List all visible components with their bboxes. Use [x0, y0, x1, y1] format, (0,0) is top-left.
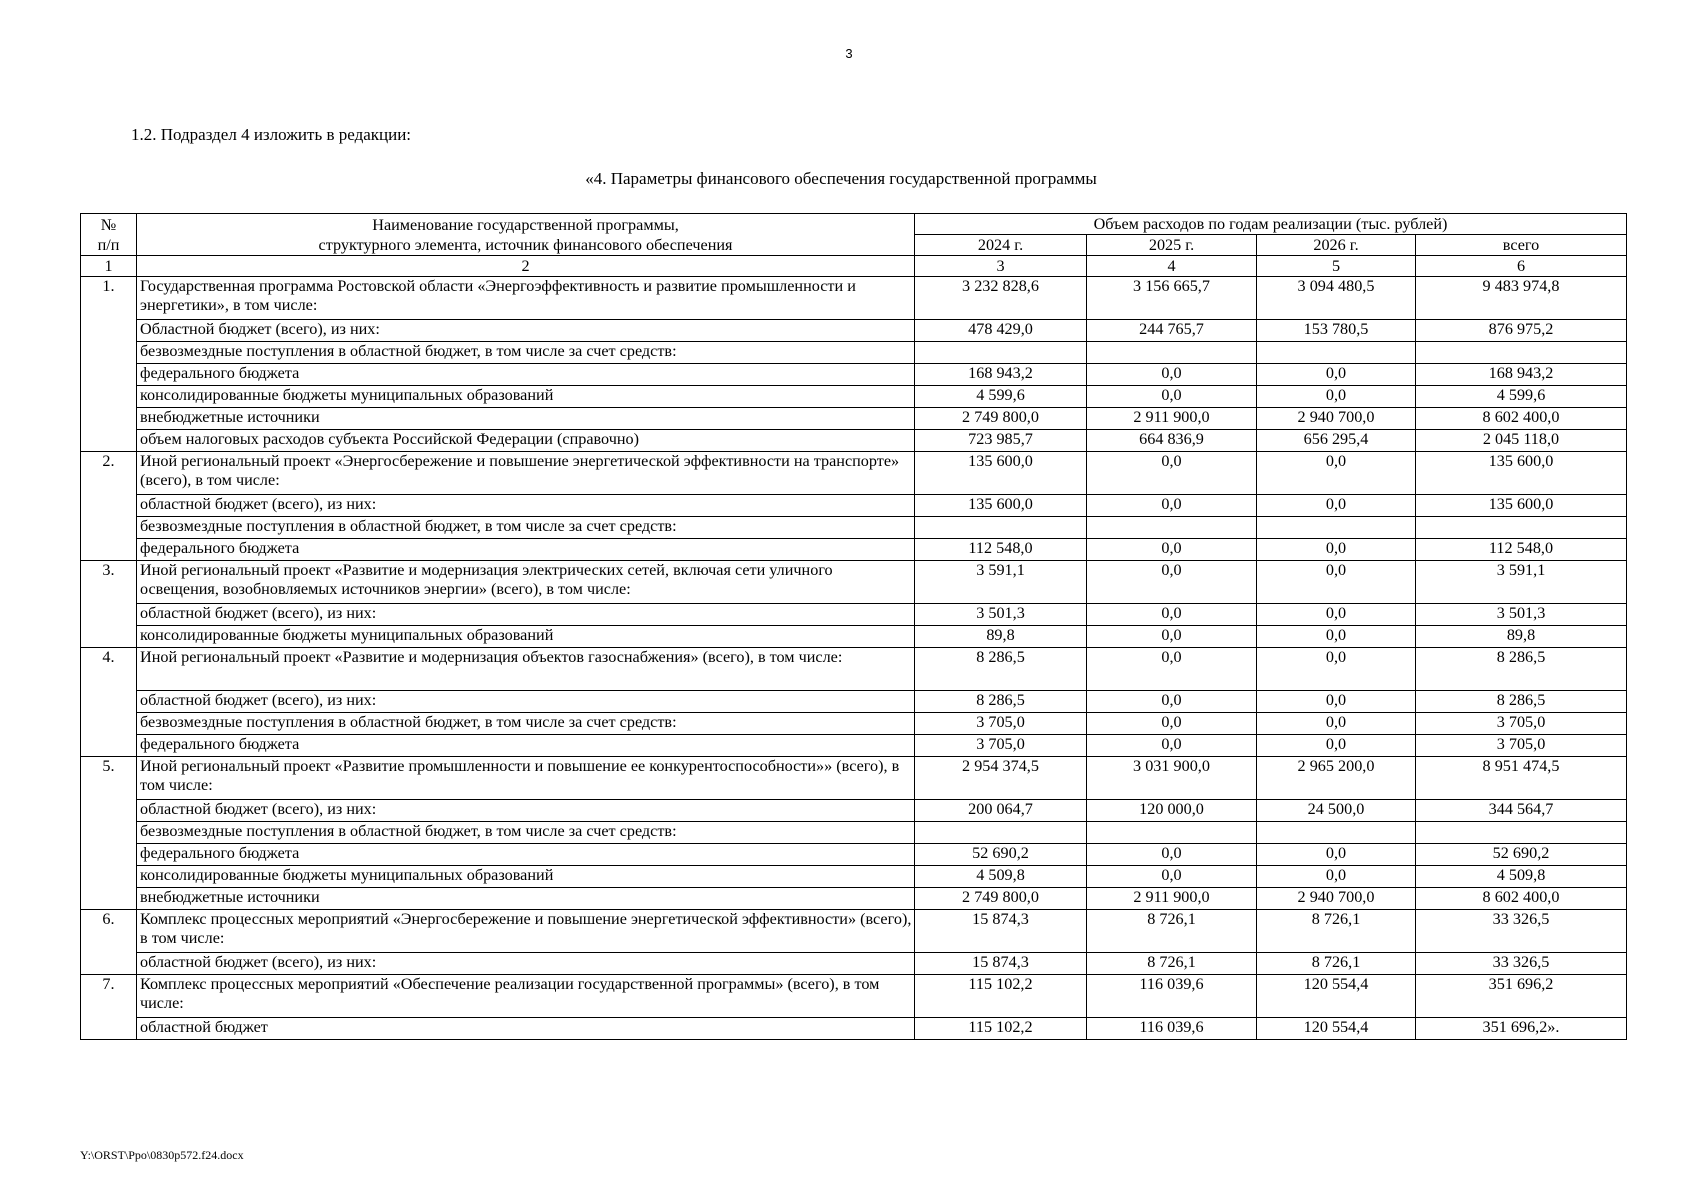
value-2024: 8 286,5	[915, 648, 1087, 691]
table-row-sub	[81, 1018, 1627, 1040]
row-name: федерального бюджета	[137, 364, 915, 386]
value-total: 52 690,2	[1416, 844, 1627, 866]
row-name: Государственная программа Ростовской области «Энергоэффективность и развитие промышленности и энергетики», в том числе:	[137, 277, 915, 320]
header-total: всего	[1416, 235, 1627, 256]
value-2026: 0,0	[1257, 735, 1416, 757]
row-number: 1.	[81, 277, 137, 452]
value-2026: 2 940 700,0	[1257, 888, 1416, 910]
value-2025: 0,0	[1087, 452, 1257, 495]
value-2025: 0,0	[1087, 844, 1257, 866]
value-2025: 3 156 665,7	[1087, 277, 1257, 320]
table-row-sub	[81, 888, 1627, 910]
row-name: областной бюджет (всего), из них:	[137, 604, 915, 626]
row-name: областной бюджет (всего), из них:	[137, 800, 915, 822]
value-2025: 0,0	[1087, 648, 1257, 691]
row-name: областной бюджет (всего), из них:	[137, 953, 915, 975]
value-total: 344 564,7	[1416, 800, 1627, 822]
value-2024	[915, 517, 1087, 539]
value-2024: 135 600,0	[915, 452, 1087, 495]
row-number: 2.	[81, 452, 137, 561]
header-year-2024: 2024 г.	[915, 235, 1087, 256]
value-2026	[1257, 822, 1416, 844]
header-year-2025: 2025 г.	[1087, 235, 1257, 256]
table-row-sub	[81, 320, 1627, 342]
table-row-main	[81, 975, 1627, 1018]
value-2024: 478 429,0	[915, 320, 1087, 342]
row-name: консолидированные бюджеты муниципальных образований	[137, 866, 915, 888]
value-2025: 2 911 900,0	[1087, 888, 1257, 910]
value-2024: 168 943,2	[915, 364, 1087, 386]
row-name: Областной бюджет (всего), из них:	[137, 320, 915, 342]
table-row-sub	[81, 517, 1627, 539]
value-total: 4 509,8	[1416, 866, 1627, 888]
value-2026: 0,0	[1257, 604, 1416, 626]
value-2026: 0,0	[1257, 539, 1416, 561]
value-total: 112 548,0	[1416, 539, 1627, 561]
value-2026: 153 780,5	[1257, 320, 1416, 342]
row-name: объем налоговых расходов субъекта Российской Федерации (справочно)	[137, 430, 915, 452]
value-2025: 0,0	[1087, 604, 1257, 626]
table-title	[0, 169, 1698, 189]
value-2025: 244 765,7	[1087, 320, 1257, 342]
value-2026: 120 554,4	[1257, 975, 1416, 1018]
value-total: 2 045 118,0	[1416, 430, 1627, 452]
table-row-sub	[81, 844, 1627, 866]
value-2024: 723 985,7	[915, 430, 1087, 452]
value-2026: 0,0	[1257, 561, 1416, 604]
header-year-2026: 2026 г.	[1257, 235, 1416, 256]
value-2025: 2 911 900,0	[1087, 408, 1257, 430]
table-row-main	[81, 910, 1627, 953]
value-2025: 3 031 900,0	[1087, 757, 1257, 800]
value-2025: 0,0	[1087, 866, 1257, 888]
value-total: 8 602 400,0	[1416, 408, 1627, 430]
header-name	[137, 214, 915, 256]
value-total: 135 600,0	[1416, 452, 1627, 495]
value-2025: 664 836,9	[1087, 430, 1257, 452]
column-number-1: 1	[81, 256, 137, 277]
table-row-main	[81, 452, 1627, 495]
value-2025: 0,0	[1087, 364, 1257, 386]
value-total: 8 951 474,5	[1416, 757, 1627, 800]
value-2026: 0,0	[1257, 364, 1416, 386]
value-2025: 8 726,1	[1087, 953, 1257, 975]
header-name-line2: структурного элемента, источник финансового обеспечения	[318, 235, 733, 254]
row-name: Иной региональный проект «Развитие и модернизация объектов газоснабжения» (всего), в том числе:	[137, 648, 915, 691]
header-expenses: Объем расходов по годам реализации (тыс. рублей)	[915, 214, 1627, 235]
value-2024: 3 705,0	[915, 735, 1087, 757]
row-name: безвозмездные поступления в областной бюджет, в том числе за счет средств:	[137, 822, 915, 844]
value-total: 8 286,5	[1416, 648, 1627, 691]
value-total: 8 286,5	[1416, 691, 1627, 713]
value-2024: 112 548,0	[915, 539, 1087, 561]
value-2025: 116 039,6	[1087, 975, 1257, 1018]
value-2024: 2 749 800,0	[915, 408, 1087, 430]
row-name: внебюджетные источники	[137, 408, 915, 430]
value-total: 4 599,6	[1416, 386, 1627, 408]
row-name: консолидированные бюджеты муниципальных образований	[137, 626, 915, 648]
table-row-main	[81, 561, 1627, 604]
header-number-line2: п/п	[97, 235, 120, 254]
value-2026: 8 726,1	[1257, 910, 1416, 953]
row-name: областной бюджет (всего), из них:	[137, 495, 915, 517]
row-name: федерального бюджета	[137, 539, 915, 561]
column-number-3: 3	[915, 256, 1087, 277]
column-number-6: 6	[1416, 256, 1627, 277]
table-row-sub	[81, 822, 1627, 844]
row-name: Комплекс процессных мероприятий «Энергосбережение и повышение энергетической эффективности» (всего), в том числе:	[137, 910, 915, 953]
value-2026: 656 295,4	[1257, 430, 1416, 452]
value-total: 3 591,1	[1416, 561, 1627, 604]
value-2024: 52 690,2	[915, 844, 1087, 866]
row-name: областной бюджет	[137, 1018, 915, 1040]
row-number: 7.	[81, 975, 137, 1040]
row-number: 3.	[81, 561, 137, 648]
column-number-2: 2	[137, 256, 915, 277]
instruction-text: 1.2. Подраздел 4 изложить в редакции:	[131, 125, 412, 144]
table-row-main	[81, 757, 1627, 800]
value-2026: 0,0	[1257, 844, 1416, 866]
row-name: Иной региональный проект «Энергосбережение и повышение энергетической эффективности на транспорте» (всего), в том числе:	[137, 452, 915, 495]
row-name: внебюджетные источники	[137, 888, 915, 910]
value-2024: 3 705,0	[915, 713, 1087, 735]
table-row-sub	[81, 735, 1627, 757]
value-2024: 2 954 374,5	[915, 757, 1087, 800]
value-total: 351 696,2».	[1416, 1018, 1627, 1040]
value-2024: 4 509,8	[915, 866, 1087, 888]
row-number: 4.	[81, 648, 137, 757]
value-2026: 0,0	[1257, 452, 1416, 495]
table-title-text: «4. Параметры финансового обеспечения государственной программы	[585, 169, 1097, 188]
table-row-sub	[81, 408, 1627, 430]
value-2026: 120 554,4	[1257, 1018, 1416, 1040]
value-2025: 0,0	[1087, 691, 1257, 713]
value-2026: 0,0	[1257, 866, 1416, 888]
value-total: 3 705,0	[1416, 735, 1627, 757]
value-2025: 8 726,1	[1087, 910, 1257, 953]
value-2024	[915, 342, 1087, 364]
row-name: федерального бюджета	[137, 735, 915, 757]
value-2026	[1257, 517, 1416, 539]
value-2026: 0,0	[1257, 691, 1416, 713]
table-row-sub	[81, 953, 1627, 975]
row-name: Иной региональный проект «Развитие и модернизация электрических сетей, включая сети уличного освещения, возобновляемых источников энергии» (всего), в том числе:	[137, 561, 915, 604]
value-2024: 3 232 828,6	[915, 277, 1087, 320]
value-2025: 116 039,6	[1087, 1018, 1257, 1040]
finance-table	[80, 213, 1627, 1040]
value-2026: 2 940 700,0	[1257, 408, 1416, 430]
row-name: Иной региональный проект «Развитие промышленности и повышение ее конкурентоспособности»» (всего), в том числе:	[137, 757, 915, 800]
row-name: Комплекс процессных мероприятий «Обеспечение реализации государственной программы» (всего), в том числе:	[137, 975, 915, 1018]
value-2024: 135 600,0	[915, 495, 1087, 517]
value-total	[1416, 517, 1627, 539]
table-row-sub	[81, 604, 1627, 626]
value-2025	[1087, 822, 1257, 844]
value-2025: 0,0	[1087, 561, 1257, 604]
row-number: 6.	[81, 910, 137, 975]
value-2024: 89,8	[915, 626, 1087, 648]
value-2025: 0,0	[1087, 539, 1257, 561]
table-row-sub	[81, 364, 1627, 386]
table-row-sub	[81, 691, 1627, 713]
value-2026: 0,0	[1257, 713, 1416, 735]
value-total: 33 326,5	[1416, 953, 1627, 975]
value-2025: 0,0	[1087, 386, 1257, 408]
table-row-sub	[81, 495, 1627, 517]
value-total: 89,8	[1416, 626, 1627, 648]
row-name: консолидированные бюджеты муниципальных образований	[137, 386, 915, 408]
row-name: безвозмездные поступления в областной бюджет, в том числе за счет средств:	[137, 713, 915, 735]
value-2026: 0,0	[1257, 626, 1416, 648]
table-row-sub	[81, 539, 1627, 561]
table-row-sub	[81, 626, 1627, 648]
value-2025: 120 000,0	[1087, 800, 1257, 822]
table-row-sub	[81, 713, 1627, 735]
value-2024: 15 874,3	[915, 953, 1087, 975]
header-number-line1: №	[100, 215, 117, 234]
value-2025	[1087, 342, 1257, 364]
value-2024: 8 286,5	[915, 691, 1087, 713]
value-total	[1416, 342, 1627, 364]
value-2026: 2 965 200,0	[1257, 757, 1416, 800]
value-2024: 4 599,6	[915, 386, 1087, 408]
value-total: 351 696,2	[1416, 975, 1627, 1018]
value-2024: 200 064,7	[915, 800, 1087, 822]
value-total: 9 483 974,8	[1416, 277, 1627, 320]
value-2026: 0,0	[1257, 495, 1416, 517]
table-row-sub	[81, 430, 1627, 452]
value-total: 3 501,3	[1416, 604, 1627, 626]
row-name: безвозмездные поступления в областной бюджет, в том числе за счет средств:	[137, 517, 915, 539]
value-total: 168 943,2	[1416, 364, 1627, 386]
value-2026: 8 726,1	[1257, 953, 1416, 975]
value-2025: 0,0	[1087, 495, 1257, 517]
value-2025	[1087, 517, 1257, 539]
value-2024: 115 102,2	[915, 975, 1087, 1018]
header-number	[81, 214, 137, 256]
value-total	[1416, 822, 1627, 844]
value-2024	[915, 822, 1087, 844]
value-total: 135 600,0	[1416, 495, 1627, 517]
table-row-main	[81, 648, 1627, 691]
value-2024: 115 102,2	[915, 1018, 1087, 1040]
value-2026	[1257, 342, 1416, 364]
table-body	[81, 277, 1627, 1040]
value-2024: 3 591,1	[915, 561, 1087, 604]
value-2025: 0,0	[1087, 735, 1257, 757]
row-number: 5.	[81, 757, 137, 910]
page-number: 3	[845, 46, 853, 61]
row-name: федерального бюджета	[137, 844, 915, 866]
value-2024: 2 749 800,0	[915, 888, 1087, 910]
value-2025: 0,0	[1087, 713, 1257, 735]
value-total: 3 705,0	[1416, 713, 1627, 735]
column-number-4: 4	[1087, 256, 1257, 277]
column-number-5: 5	[1257, 256, 1416, 277]
value-2024: 3 501,3	[915, 604, 1087, 626]
value-2025: 0,0	[1087, 626, 1257, 648]
value-total: 8 602 400,0	[1416, 888, 1627, 910]
header-name-line1: Наименование государственной программы,	[372, 215, 679, 234]
row-name: безвозмездные поступления в областной бюджет, в том числе за счет средств:	[137, 342, 915, 364]
file-path-footer: Y:\ORST\Ppo\0830p572.f24.docx	[80, 1148, 244, 1162]
table-row-sub	[81, 342, 1627, 364]
value-2026: 3 094 480,5	[1257, 277, 1416, 320]
value-total: 876 975,2	[1416, 320, 1627, 342]
table-row-sub	[81, 800, 1627, 822]
value-total: 33 326,5	[1416, 910, 1627, 953]
row-name: областной бюджет (всего), из них:	[137, 691, 915, 713]
value-2024: 15 874,3	[915, 910, 1087, 953]
table-row-sub	[81, 866, 1627, 888]
value-2026: 0,0	[1257, 386, 1416, 408]
table-row-sub	[81, 386, 1627, 408]
value-2026: 24 500,0	[1257, 800, 1416, 822]
value-2026: 0,0	[1257, 648, 1416, 691]
table-row-main	[81, 277, 1627, 320]
